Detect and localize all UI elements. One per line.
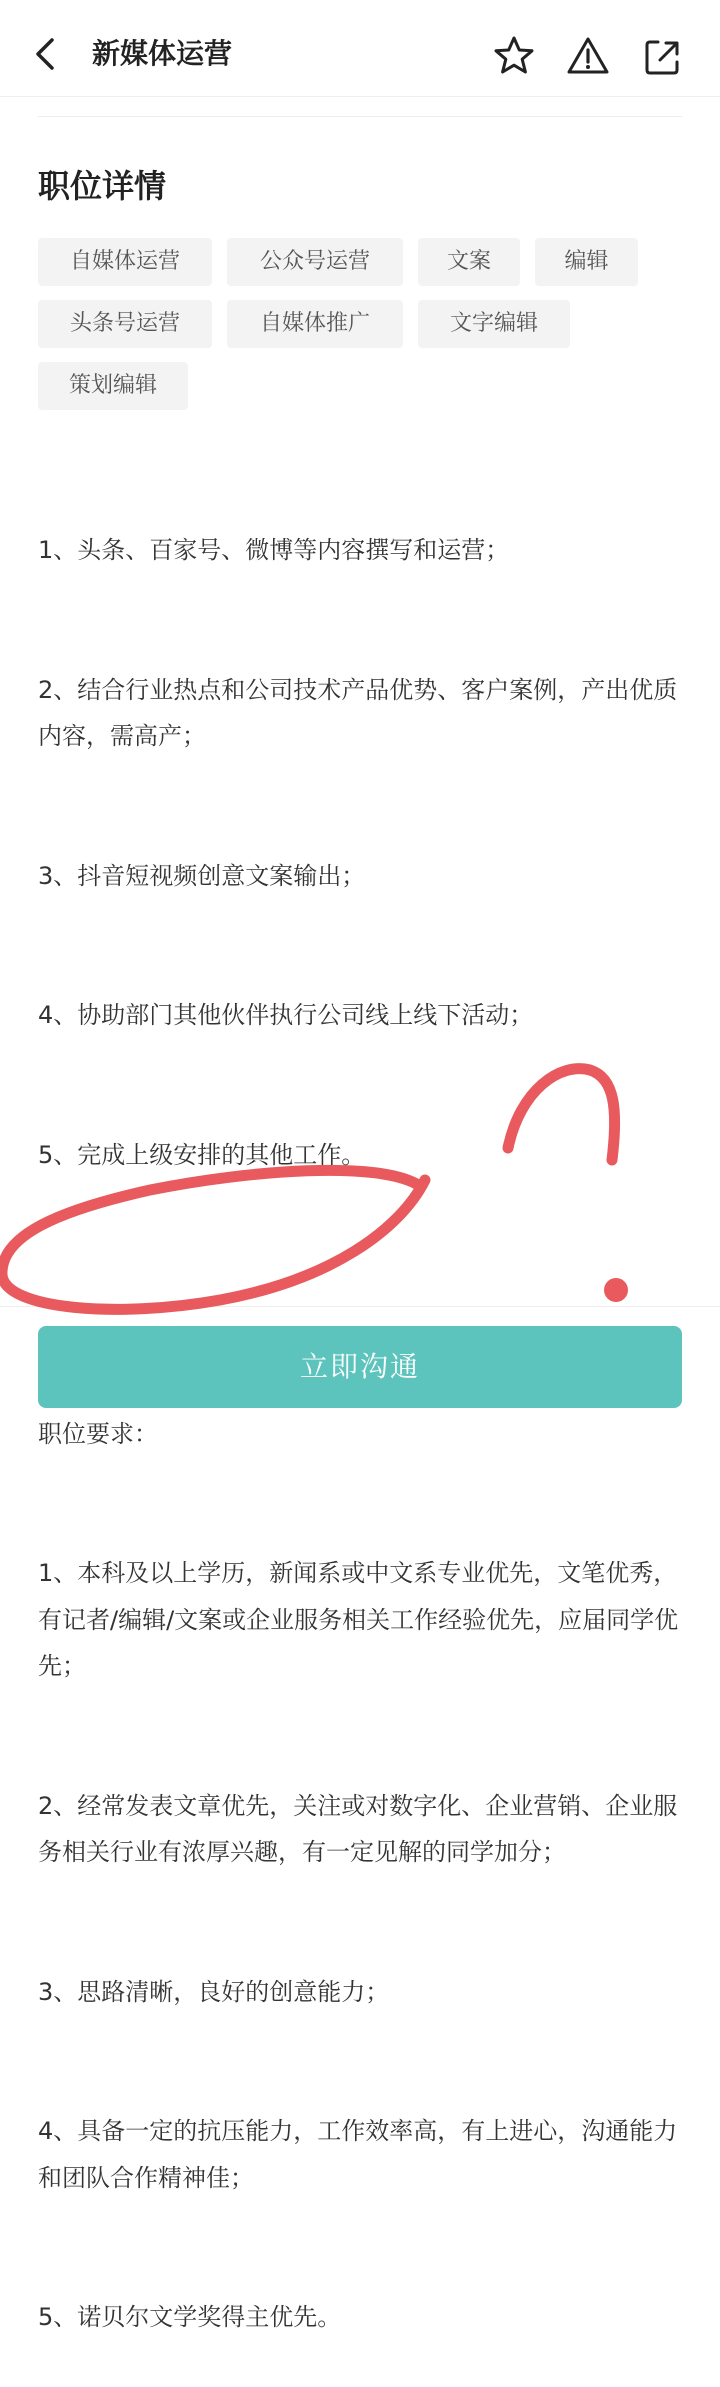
tag: 自媒体推广 <box>227 300 403 348</box>
duty-item: 4、协助部门其他伙伴执行公司线上线下活动； <box>38 1001 534 1029</box>
chat-now-button[interactable]: 立即沟通 <box>38 1326 682 1408</box>
spacer <box>38 1271 688 1318</box>
tag: 文案 <box>418 238 520 286</box>
page-title: 新媒体运营 <box>92 37 233 70</box>
divider <box>38 116 682 117</box>
requirement-item: 3、思路清晰，良好的创意能力； <box>38 1977 390 2006</box>
tag: 头条号运营 <box>38 300 212 348</box>
tag: 策划编辑 <box>38 362 188 410</box>
star-icon[interactable] <box>492 34 536 78</box>
warning-icon[interactable] <box>566 34 610 78</box>
back-icon[interactable] <box>30 34 60 74</box>
requirement-item: 1、本科及以上学历，新闻系或中文系专业优先，文笔优秀，有记者/编辑/文案或企业服务相关工作经验优先，应届同学优先； <box>38 1559 679 1680</box>
top-bar <box>0 0 720 97</box>
tag: 文字编辑 <box>418 300 570 348</box>
tag: 自媒体运营 <box>38 238 212 286</box>
duty-item: 1、头条、百家号、微博等内容撰写和运营； <box>38 536 510 564</box>
share-icon[interactable] <box>640 34 684 78</box>
requirement-item: 5、诺贝尔文学奖得主优先。 <box>38 2303 342 2331</box>
duty-item: 5、完成上级安排的其他工作。 <box>38 1140 366 1169</box>
requirement-item: 2、经常发表文章优先，关注或对数字化、企业营销、企业服务相关行业有浓厚兴趣，有一定见解的同学加分； <box>38 1791 678 1866</box>
requirement-item: 4、具备一定的抗压能力，工作效率高，有上进心，沟通能力和团队合作精神佳； <box>38 2117 678 2192</box>
duty-item: 2、结合行业热点和公司技术产品优势、客户案例，产出优质内容，需高产； <box>38 675 678 750</box>
requirements-title: 职位要求： <box>38 1419 158 1448</box>
job-description <box>38 434 688 2387</box>
tag: 公众号运营 <box>227 238 403 286</box>
tag: 编辑 <box>535 238 638 286</box>
section-title: 职位详情 <box>38 167 167 205</box>
footer-divider <box>0 1306 720 1307</box>
duty-item: 3、抖音短视频创意文案输出； <box>38 861 366 890</box>
